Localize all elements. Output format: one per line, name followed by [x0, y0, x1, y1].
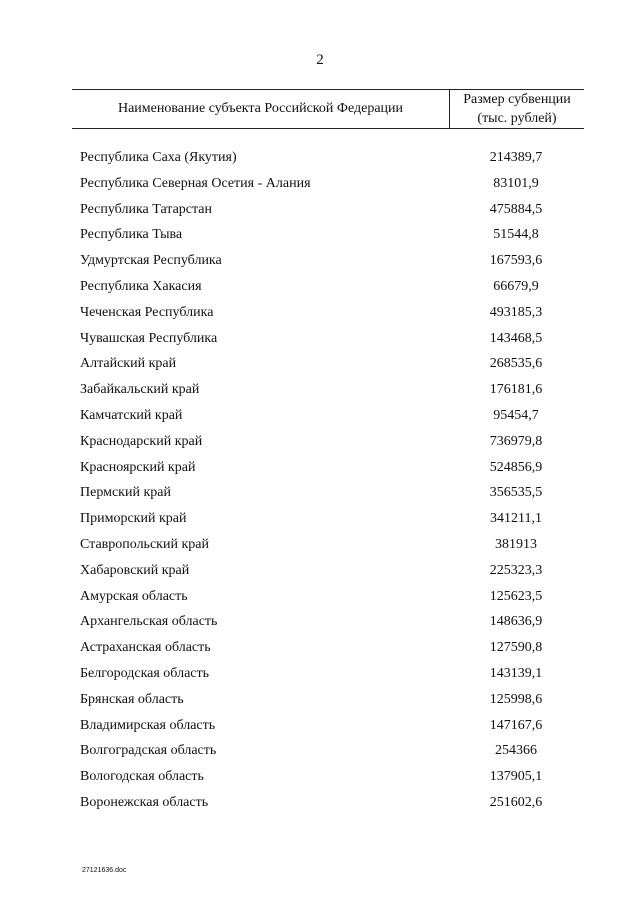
table-row — [0, 328, 640, 354]
table-row — [0, 224, 640, 250]
table-row — [0, 715, 640, 741]
subvention-amount: 475884,5 — [489, 201, 543, 217]
column-header-region-name: Наименование субъекта Российской Федерации — [117, 101, 404, 116]
table-row — [0, 663, 640, 689]
subvention-amount: 381913 — [495, 536, 537, 552]
subvention-amount: 143139,1 — [489, 665, 543, 681]
subvention-amount: 251602,6 — [489, 794, 543, 810]
table-row — [0, 457, 640, 483]
table-row — [0, 276, 640, 302]
column-header-amount-line2: (тыс. рублей) — [477, 111, 557, 126]
subvention-amount: 736979,8 — [489, 433, 543, 449]
table-row — [0, 560, 640, 586]
region-name: Чеченская Республика — [80, 304, 214, 320]
region-name: Волгоградская область — [80, 743, 217, 759]
subvention-amount: 51544,8 — [493, 227, 539, 243]
region-name: Республика Тыва — [80, 227, 183, 243]
table-row — [0, 482, 640, 508]
region-name: Вологодская область — [80, 769, 204, 785]
region-name: Владимирская область — [80, 717, 216, 733]
table-row — [0, 379, 640, 405]
table-row — [0, 508, 640, 534]
region-name: Амурская область — [80, 588, 188, 604]
subvention-amount: 147167,6 — [489, 717, 543, 733]
region-name: Республика Татарстан — [80, 201, 213, 217]
subvention-amount: 214389,7 — [489, 150, 543, 165]
table-row — [0, 353, 640, 379]
region-name: Чувашская Республика — [80, 330, 218, 346]
table-row — [0, 147, 640, 173]
subvention-amount: 176181,6 — [489, 382, 543, 398]
region-name: Приморский край — [80, 511, 187, 527]
region-name: Архангельская область — [80, 614, 218, 630]
subvention-amount: 524856,9 — [489, 459, 543, 475]
table-row — [0, 586, 640, 612]
subvention-amount: 225323,3 — [489, 562, 543, 578]
region-name: Красноярский край — [80, 459, 196, 475]
subvention-amount: 137905,1 — [489, 769, 543, 785]
table-row — [0, 534, 640, 560]
subvention-amount: 254366 — [495, 743, 537, 759]
table-row — [0, 431, 640, 457]
region-name: Воронежская область — [80, 794, 209, 810]
table-row — [0, 689, 640, 715]
subvention-amount: 66679,9 — [493, 278, 539, 294]
table-row — [0, 173, 640, 199]
region-name: Брянская область — [80, 691, 184, 707]
subvention-amount: 125623,5 — [489, 588, 543, 604]
subvention-amount: 148636,9 — [489, 614, 543, 630]
table-row — [0, 302, 640, 328]
subvention-amount: 143468,5 — [489, 330, 543, 346]
subvention-amount: 167593,6 — [489, 253, 543, 269]
region-name: Пермский край — [80, 485, 171, 501]
region-name: Республика Северная Осетия - Алания — [80, 175, 311, 191]
subvention-amount: 125998,6 — [489, 691, 543, 707]
table-row — [0, 199, 640, 225]
region-name: Забайкальский край — [80, 382, 200, 398]
region-name: Камчатский край — [80, 407, 183, 423]
table-row — [0, 250, 640, 276]
subvention-amount: 83101,9 — [493, 175, 539, 191]
column-header-subvention-amount — [450, 90, 584, 128]
table-row — [0, 637, 640, 663]
subvention-amount: 268535,6 — [489, 356, 543, 372]
table-header-bottom-rule — [72, 128, 584, 129]
table-row — [0, 792, 640, 818]
table-row — [0, 611, 640, 637]
region-name: Хабаровский край — [80, 562, 190, 578]
region-name: Удмуртская Республика — [80, 253, 222, 269]
region-name: Астраханская область — [80, 640, 211, 656]
subvention-amount: 95454,7 — [493, 407, 539, 423]
column-header-amount-line1: Размер субвенции — [463, 92, 571, 107]
table-row — [0, 766, 640, 792]
region-name: Республика Хакасия — [80, 278, 202, 294]
region-name: Ставропольский край — [80, 536, 209, 552]
table-row — [0, 405, 640, 431]
region-name: Белгородская область — [80, 665, 210, 681]
subvention-amount: 127590,8 — [489, 640, 543, 656]
region-name: Краснодарский край — [80, 433, 203, 449]
subvention-amount: 341211,1 — [490, 511, 542, 527]
page-number: 2 — [316, 52, 324, 68]
region-name: Алтайский край — [80, 356, 177, 372]
subvention-amount: 493185,3 — [489, 304, 543, 320]
table-row — [0, 740, 640, 766]
subvention-amount: 356535,5 — [489, 485, 543, 501]
table-body — [0, 147, 640, 818]
document-file-code: 27121636.doc — [82, 867, 127, 874]
region-name: Республика Саха (Якутия) — [80, 150, 237, 165]
